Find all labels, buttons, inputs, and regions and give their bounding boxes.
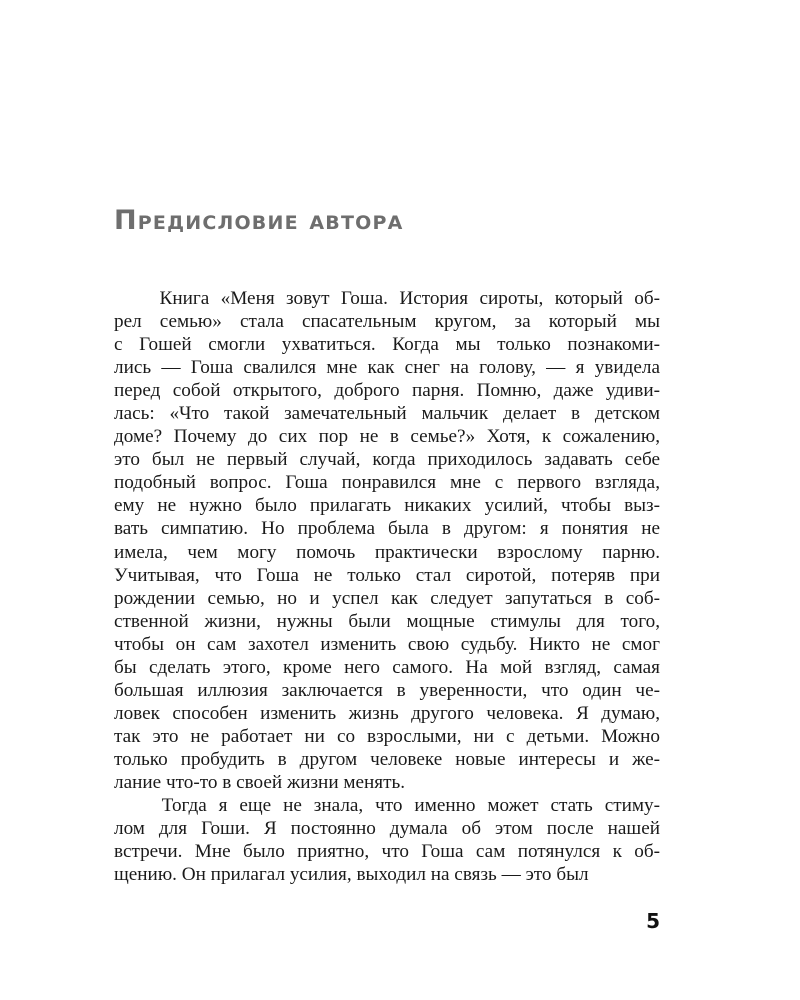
chapter-heading: Предисловие автора bbox=[114, 205, 404, 236]
text-line: рел семью» стала спасательным кругом, за который мы bbox=[114, 311, 660, 333]
text-line: доме? Почему до сих пор не в семье?» Хотя, к сожалению, bbox=[114, 426, 660, 448]
text-line: Учитывая, что Гоша не только стал сиротой, потеряв при bbox=[114, 564, 660, 586]
text-line: бы сделать этого, кроме него самого. На мой взгляд, самая bbox=[114, 656, 660, 678]
text-line: лись — Гоша свалился мне как снег на голову, — я увидела bbox=[114, 357, 660, 379]
page-number: 5 bbox=[646, 909, 660, 933]
text-line: с Гошей смогли ухватиться. Когда мы только познакоми- bbox=[114, 334, 660, 356]
body-text bbox=[114, 287, 660, 886]
text-line: Тогда я еще не знала, что именно может стать стиму- bbox=[114, 795, 660, 817]
text-line: только пробудить в другом человеке новые интересы и же- bbox=[114, 748, 660, 770]
text-line: Книга «Меня зовут Гоша. История сироты, который об- bbox=[114, 288, 660, 309]
text-line: подобный вопрос. Гоша понравился мне с первого взгляда, bbox=[114, 472, 660, 494]
text-line: вать симпатию. Но проблема была в другом: я понятия не bbox=[114, 518, 660, 540]
text-line: имела, чем могу помочь практически взрослому парню. bbox=[114, 541, 660, 563]
text-line: встречи. Мне было приятно, что Гоша сам потянулся к об- bbox=[114, 841, 660, 863]
text-line: лание что-то в своей жизни менять. bbox=[114, 771, 406, 793]
text-line: рождении семью, но и успел как следует запутаться в соб- bbox=[114, 587, 660, 609]
text-line: большая иллюзия заключается в уверенности, что один че- bbox=[114, 679, 660, 701]
text-line: чтобы он сам захотел изменить свою судьбу. Никто не смог bbox=[114, 633, 660, 655]
text-line: так это не работает ни со взрослыми, ни с детьми. Можно bbox=[114, 725, 660, 747]
text-line: лом для Гоши. Я постоянно думала об этом после нашей bbox=[114, 818, 660, 840]
text-line: ственной жизни, нужны были мощные стимулы для того, bbox=[114, 610, 660, 632]
text-line: это был не первый случай, когда приходилось задавать себе bbox=[114, 449, 660, 471]
text-line: ему не нужно было прилагать никаких усилий, чтобы выз- bbox=[114, 495, 660, 517]
text-line: ловек способен изменить жизнь другого человека. Я думаю, bbox=[114, 702, 660, 724]
text-line: перед собой открытого, доброго парня. Помню, даже удиви- bbox=[114, 380, 660, 402]
text-line: щению. Он прилагал усилия, выходил на связь — это был bbox=[114, 864, 589, 886]
text-line: лась: «Что такой замечательный мальчик делает в детском bbox=[114, 403, 660, 425]
